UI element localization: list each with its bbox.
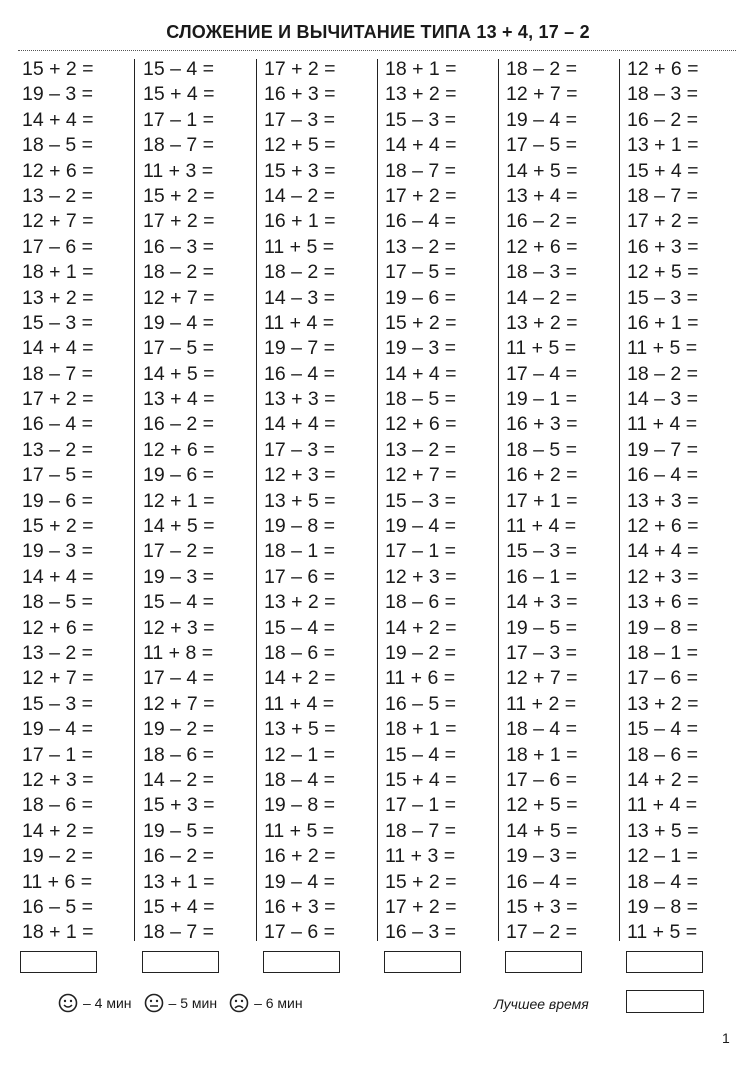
exercise-item: 19 – 8 =: [264, 794, 336, 817]
exercise-item: 11 + 4 =: [264, 311, 335, 334]
exercise-item: 11 + 4 =: [264, 692, 335, 715]
exercise-item: 18 – 7 =: [143, 134, 215, 157]
exercise-item: 17 – 3 =: [264, 108, 336, 131]
column-divider-5: [619, 59, 620, 941]
exercise-item: 16 + 3 =: [627, 235, 699, 258]
exercise-item: 19 – 3 =: [385, 337, 457, 360]
exercise-item: 14 + 4 =: [385, 134, 457, 157]
exercise-item: 14 + 2 =: [385, 616, 457, 639]
exercise-item: 18 – 5 =: [22, 591, 94, 614]
exercise-item: 15 + 3 =: [506, 895, 578, 918]
exercise-item: 16 – 5 =: [22, 895, 94, 918]
title-divider: [18, 50, 736, 51]
exercise-item: 13 + 4 =: [143, 388, 215, 411]
best-time-box[interactable]: [626, 990, 704, 1013]
exercise-item: 15 – 3 =: [385, 489, 457, 512]
exercise-item: 17 – 6 =: [627, 667, 699, 690]
exercise-item: 13 + 2 =: [385, 83, 457, 106]
exercise-item: 18 – 6 =: [627, 743, 699, 766]
exercise-item: 14 + 2 =: [264, 667, 336, 690]
exercise-item: 13 – 2 =: [385, 438, 457, 461]
exercise-item: 15 + 2 =: [385, 311, 457, 334]
exercise-item: 18 – 2 =: [627, 362, 699, 385]
exercise-item: 16 – 4 =: [627, 464, 699, 487]
page-number: 1: [722, 1030, 730, 1046]
exercise-item: 19 – 3 =: [506, 845, 578, 868]
exercise-item: 16 + 1 =: [264, 210, 336, 233]
exercise-item: 15 + 4 =: [385, 768, 457, 791]
exercise-item: 12 + 3 =: [627, 565, 699, 588]
legend-label: – 5 мин: [168, 995, 218, 1011]
exercise-item: 13 + 2 =: [22, 286, 94, 309]
exercise-item: 12 + 6 =: [22, 159, 94, 182]
exercise-item: 15 + 4 =: [143, 895, 215, 918]
exercise-item: 17 – 6 =: [506, 768, 578, 791]
exercise-item: 17 – 5 =: [385, 261, 457, 284]
exercise-item: 18 – 4 =: [506, 718, 578, 741]
exercise-item: 19 – 8 =: [627, 895, 699, 918]
exercise-item: 14 + 4 =: [385, 362, 457, 385]
exercise-item: 15 + 3 =: [143, 794, 215, 817]
exercise-item: 15 – 3 =: [385, 108, 457, 131]
exercise-item: 11 + 3 =: [385, 845, 456, 868]
exercise-item: 13 + 2 =: [506, 311, 578, 334]
exercise-item: 17 – 2 =: [143, 540, 215, 563]
exercise-item: 19 – 4 =: [22, 718, 94, 741]
answer-box-4[interactable]: [384, 951, 461, 973]
exercise-item: 17 – 6 =: [264, 921, 336, 944]
exercise-item: 19 – 5 =: [506, 616, 578, 639]
exercise-item: 18 – 7 =: [22, 362, 94, 385]
exercise-item: 17 + 2 =: [22, 388, 94, 411]
exercise-item: 14 + 5 =: [506, 159, 578, 182]
exercise-item: 18 + 1 =: [385, 58, 457, 80]
column-divider-4: [498, 59, 499, 941]
exercise-item: 18 – 4 =: [264, 768, 336, 791]
exercise-item: 15 + 4 =: [143, 83, 215, 106]
exercise-item: 18 – 6 =: [22, 794, 94, 817]
exercise-item: 16 – 4 =: [506, 870, 578, 893]
time-legend: [58, 990, 315, 1016]
exercise-item: 18 – 4 =: [627, 870, 699, 893]
exercise-item: 11 + 6 =: [385, 667, 456, 690]
exercise-item: 15 + 2 =: [385, 870, 457, 893]
exercise-item: 19 – 4 =: [385, 515, 457, 538]
exercise-item: 17 – 6 =: [264, 565, 336, 588]
exercise-item: 18 – 1 =: [264, 540, 336, 563]
exercise-item: 12 + 6 =: [506, 235, 578, 258]
exercise-item: 19 – 3 =: [143, 565, 215, 588]
answer-box-3[interactable]: [263, 951, 340, 973]
smiling-face-icon: [58, 993, 78, 1013]
exercise-item: 12 + 7 =: [385, 464, 457, 487]
exercise-item: 13 + 5 =: [264, 718, 336, 741]
exercise-item: 13 + 1 =: [143, 870, 215, 893]
exercise-item: 18 – 6 =: [264, 641, 336, 664]
legend-label: – 4 мин: [83, 995, 132, 1011]
exercise-item: 18 – 5 =: [385, 388, 457, 411]
exercise-item: 12 + 6 =: [627, 515, 699, 538]
exercise-item: 19 – 4 =: [506, 108, 578, 131]
exercise-item: 19 – 6 =: [143, 464, 215, 487]
exercise-item: 11 + 5 =: [506, 337, 577, 360]
exercise-item: 11 + 3 =: [143, 159, 214, 182]
exercise-item: 15 + 2 =: [22, 515, 94, 538]
exercise-item: 18 – 2 =: [143, 261, 215, 284]
exercise-item: 18 – 2 =: [264, 261, 336, 284]
exercise-item: 17 – 3 =: [264, 438, 336, 461]
exercise-item: 14 + 4 =: [22, 565, 94, 588]
exercise-item: 15 + 4 =: [627, 159, 699, 182]
answer-box-1[interactable]: [20, 951, 97, 973]
exercise-item: 18 + 1 =: [22, 261, 94, 284]
exercise-item: 14 – 2 =: [506, 286, 578, 309]
exercise-item: 11 + 5 =: [264, 235, 335, 258]
exercise-item: 16 – 2 =: [506, 210, 578, 233]
exercise-item: 13 + 3 =: [627, 489, 699, 512]
exercise-item: 11 + 4 =: [627, 413, 698, 436]
exercise-item: 17 – 4 =: [506, 362, 578, 385]
exercise-item: 19 – 4 =: [143, 311, 215, 334]
exercise-item: 13 + 4 =: [506, 184, 578, 207]
exercise-item: 17 – 4 =: [143, 667, 215, 690]
exercise-item: 17 – 1 =: [22, 743, 94, 766]
exercise-item: 14 – 3 =: [264, 286, 336, 309]
exercise-item: 16 + 3 =: [506, 413, 578, 436]
exercise-item: 16 – 4 =: [264, 362, 336, 385]
exercise-item: 13 – 2 =: [385, 235, 457, 258]
exercise-item: 17 – 1 =: [385, 540, 457, 563]
exercise-item: 17 – 5 =: [506, 134, 578, 157]
exercise-item: 13 + 2 =: [627, 692, 699, 715]
exercise-item: 17 + 2 =: [385, 184, 457, 207]
exercise-item: 18 – 3 =: [627, 83, 699, 106]
exercise-item: 12 + 7 =: [22, 667, 94, 690]
exercise-item: 16 – 1 =: [506, 565, 578, 588]
exercise-item: 13 – 2 =: [22, 184, 94, 207]
exercise-item: 13 + 5 =: [264, 489, 336, 512]
exercise-item: 18 – 3 =: [506, 261, 578, 284]
exercise-item: 12 + 7 =: [506, 83, 578, 106]
exercise-item: 14 + 2 =: [627, 768, 699, 791]
exercise-column-3: [260, 57, 378, 946]
exercise-item: 17 – 5 =: [22, 464, 94, 487]
exercise-item: 19 – 8 =: [627, 616, 699, 639]
exercise-item: 12 – 1 =: [627, 845, 699, 868]
exercise-item: 17 – 1 =: [143, 108, 215, 131]
exercise-item: 16 + 3 =: [264, 895, 336, 918]
exercise-item: 12 + 3 =: [22, 768, 94, 791]
exercise-item: 17 – 6 =: [22, 235, 94, 258]
exercise-item: 16 – 5 =: [385, 692, 457, 715]
exercise-item: 19 – 6 =: [22, 489, 94, 512]
exercise-item: 11 + 4 =: [627, 794, 698, 817]
exercise-item: 13 – 2 =: [22, 641, 94, 664]
exercise-item: 12 + 5 =: [506, 794, 578, 817]
exercise-item: 19 – 7 =: [264, 337, 336, 360]
answer-box-2[interactable]: [142, 951, 219, 973]
exercise-item: 17 + 2 =: [264, 58, 336, 80]
exercise-item: 18 – 7 =: [385, 819, 457, 842]
legend-label: – 6 мин: [254, 995, 303, 1011]
exercise-item: 18 – 5 =: [22, 134, 94, 157]
exercise-item: 18 + 1 =: [385, 718, 457, 741]
exercise-item: 14 – 2 =: [143, 768, 215, 791]
exercise-item: 17 – 1 =: [385, 794, 457, 817]
exercise-item: 16 + 1 =: [627, 311, 699, 334]
exercise-item: 16 – 3 =: [385, 921, 457, 944]
exercise-item: 11 + 4 =: [506, 515, 577, 538]
exercise-item: 18 – 6 =: [385, 591, 457, 614]
column-divider-1: [134, 59, 135, 941]
exercise-item: 18 – 7 =: [385, 159, 457, 182]
exercise-item: 14 + 4 =: [22, 108, 94, 131]
exercise-item: 14 + 5 =: [143, 362, 215, 385]
legend-item-5min: [144, 993, 218, 1013]
exercise-item: 11 + 5 =: [264, 819, 335, 842]
answer-box-5[interactable]: [505, 951, 582, 973]
exercise-item: 19 – 4 =: [264, 870, 336, 893]
exercise-item: 16 – 4 =: [22, 413, 94, 436]
exercise-item: 18 – 6 =: [143, 743, 215, 766]
exercise-item: 12 + 6 =: [22, 616, 94, 639]
best-time-label: Лучшее время: [494, 996, 589, 1012]
exercise-item: 12 + 7 =: [506, 667, 578, 690]
exercise-item: 19 – 3 =: [22, 83, 94, 106]
exercise-item: 14 + 4 =: [22, 337, 94, 360]
exercise-item: 11 + 2 =: [506, 692, 577, 715]
page-title: СЛОЖЕНИЕ И ВЫЧИТАНИЕ ТИПА 13 + 4, 17 – 2: [166, 22, 590, 42]
exercise-item: 17 – 5 =: [143, 337, 215, 360]
exercise-column-1: [18, 57, 136, 946]
exercise-item: 13 + 3 =: [264, 388, 336, 411]
exercise-item: 17 + 1 =: [506, 489, 578, 512]
exercise-item: 13 + 2 =: [264, 591, 336, 614]
exercise-item: 15 – 4 =: [385, 743, 457, 766]
exercise-item: 12 + 6 =: [385, 413, 457, 436]
exercise-item: 11 + 5 =: [627, 337, 698, 360]
exercise-item: 13 + 6 =: [627, 591, 699, 614]
exercise-column-2: [139, 57, 257, 946]
exercise-column-4: [381, 57, 499, 946]
exercise-item: 14 + 4 =: [264, 413, 336, 436]
exercise-item: 18 + 1 =: [22, 921, 94, 944]
exercise-item: 13 + 1 =: [627, 134, 699, 157]
exercise-item: 14 + 5 =: [506, 819, 578, 842]
exercise-item: 17 + 2 =: [385, 895, 457, 918]
exercise-item: 11 + 8 =: [143, 641, 214, 664]
exercise-item: 11 + 6 =: [22, 870, 93, 893]
exercise-item: 17 – 3 =: [506, 641, 578, 664]
exercise-item: 12 + 5 =: [264, 134, 336, 157]
exercise-item: 15 + 2 =: [143, 184, 215, 207]
exercise-item: 15 + 3 =: [264, 159, 336, 182]
exercise-item: 14 + 4 =: [627, 540, 699, 563]
exercise-item: 19 – 5 =: [143, 819, 215, 842]
sad-face-icon: [229, 993, 249, 1013]
exercise-item: 12 + 3 =: [264, 464, 336, 487]
answer-box-6[interactable]: [626, 951, 703, 973]
exercise-item: 16 – 2 =: [627, 108, 699, 131]
legend-item-4min: [58, 993, 132, 1013]
exercise-item: 12 + 6 =: [143, 438, 215, 461]
exercise-item: 18 + 1 =: [506, 743, 578, 766]
exercise-item: 17 + 2 =: [627, 210, 699, 233]
exercise-item: 15 – 3 =: [22, 311, 94, 334]
exercise-item: 18 – 1 =: [627, 641, 699, 664]
exercise-item: 16 – 2 =: [143, 845, 215, 868]
exercise-item: 15 – 3 =: [506, 540, 578, 563]
exercise-item: 16 – 4 =: [385, 210, 457, 233]
exercise-item: 15 + 2 =: [22, 58, 94, 80]
exercise-item: 19 – 2 =: [143, 718, 215, 741]
exercise-item: 16 – 3 =: [143, 235, 215, 258]
exercise-item: 14 – 3 =: [627, 388, 699, 411]
exercise-item: 15 – 3 =: [22, 692, 94, 715]
exercise-item: 15 – 3 =: [627, 286, 699, 309]
exercise-item: 15 – 4 =: [143, 591, 215, 614]
exercise-item: 18 – 2 =: [506, 58, 578, 80]
exercise-item: 19 – 2 =: [22, 845, 94, 868]
exercise-item: 19 – 7 =: [627, 438, 699, 461]
exercise-item: 14 + 5 =: [143, 515, 215, 538]
exercise-item: 16 – 2 =: [143, 413, 215, 436]
exercise-item: 12 + 6 =: [627, 58, 699, 80]
exercise-item: 18 – 7 =: [627, 184, 699, 207]
exercise-item: 12 + 7 =: [143, 692, 215, 715]
exercise-item: 19 – 8 =: [264, 515, 336, 538]
exercise-item: 16 + 3 =: [264, 83, 336, 106]
exercise-item: 14 + 3 =: [506, 591, 578, 614]
column-divider-3: [377, 59, 378, 941]
exercise-item: 14 + 2 =: [22, 819, 94, 842]
exercise-item: 12 + 5 =: [627, 261, 699, 284]
exercise-item: 12 – 1 =: [264, 743, 336, 766]
exercise-item: 15 – 4 =: [143, 58, 215, 80]
exercise-item: 18 – 5 =: [506, 438, 578, 461]
exercise-item: 11 + 5 =: [627, 921, 698, 944]
legend-item-6min: [229, 993, 303, 1013]
exercise-item: 16 + 2 =: [264, 845, 336, 868]
exercise-item: 14 – 2 =: [264, 184, 336, 207]
exercise-item: 17 – 2 =: [506, 921, 578, 944]
column-divider-2: [256, 59, 257, 941]
exercise-item: 13 – 2 =: [22, 438, 94, 461]
exercise-item: 15 – 4 =: [627, 718, 699, 741]
exercise-item: 19 – 1 =: [506, 388, 578, 411]
exercise-column-6: [623, 57, 741, 946]
exercise-item: 12 + 3 =: [385, 565, 457, 588]
neutral-face-icon: [144, 993, 164, 1013]
exercise-item: 12 + 1 =: [143, 489, 215, 512]
exercise-item: 18 – 7 =: [143, 921, 215, 944]
exercise-item: 19 – 2 =: [385, 641, 457, 664]
exercise-column-5: [502, 57, 620, 946]
exercise-item: 12 + 7 =: [22, 210, 94, 233]
exercise-item: 16 + 2 =: [506, 464, 578, 487]
exercise-item: 12 + 3 =: [143, 616, 215, 639]
exercise-item: 19 – 3 =: [22, 540, 94, 563]
exercise-item: 17 + 2 =: [143, 210, 215, 233]
exercise-item: 15 – 4 =: [264, 616, 336, 639]
exercise-item: 19 – 6 =: [385, 286, 457, 309]
exercise-item: 12 + 7 =: [143, 286, 215, 309]
exercise-item: 13 + 5 =: [627, 819, 699, 842]
